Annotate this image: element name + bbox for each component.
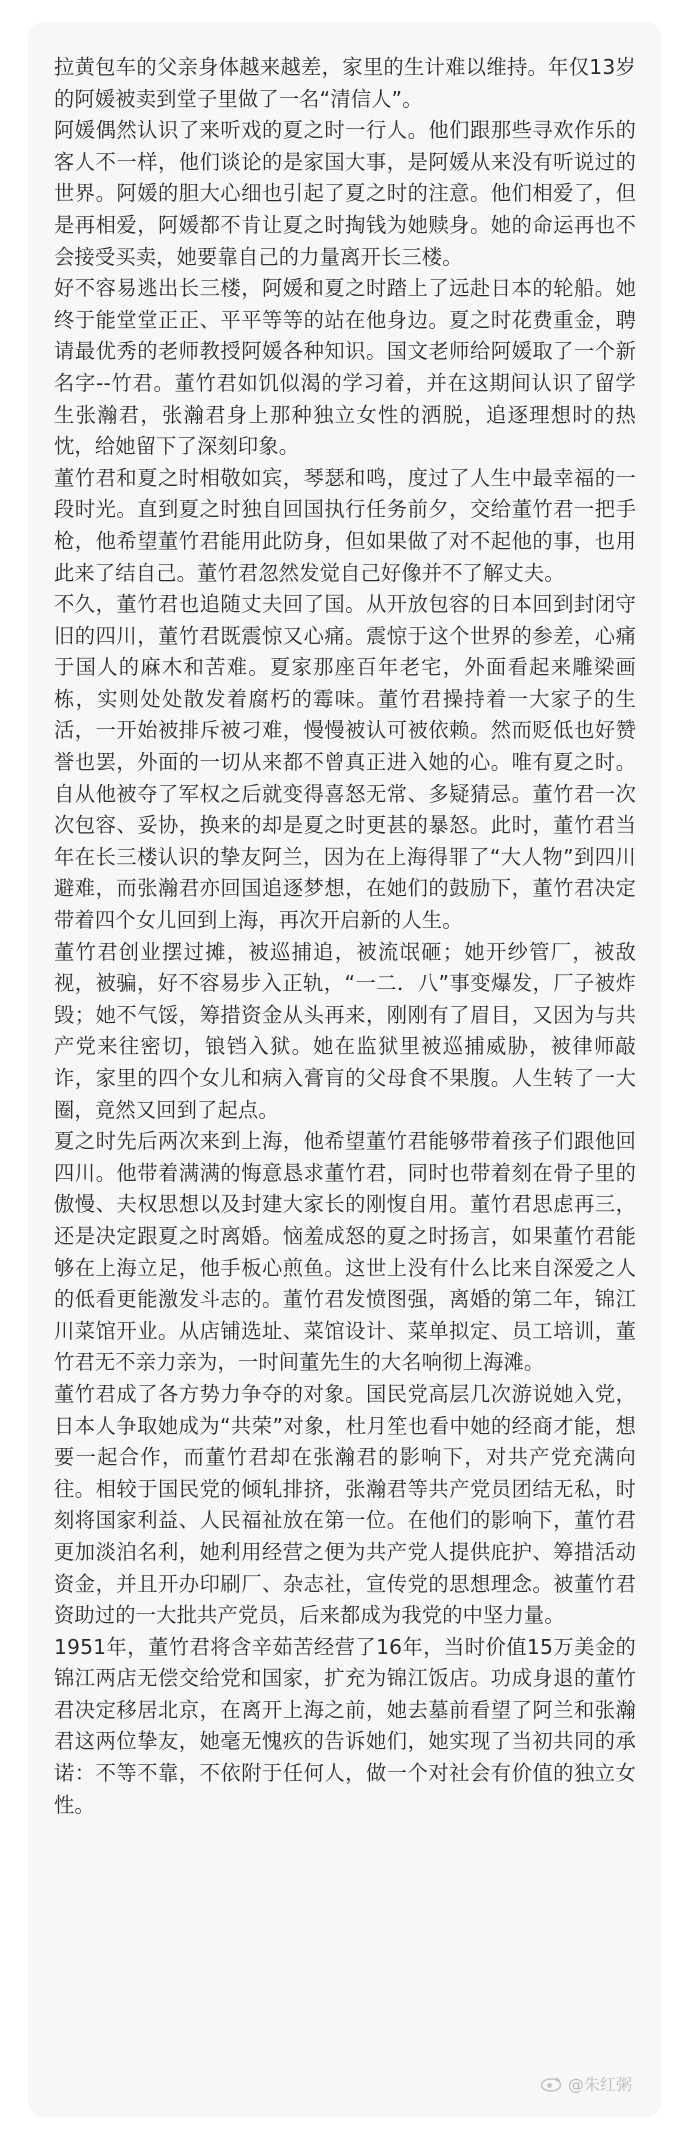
article-card	[28, 22, 662, 2117]
weibo-eye-icon	[540, 2076, 562, 2092]
paragraph-2: 阿媛偶然认识了来听戏的夏之时一行人。他们跟那些寻欢作乐的客人不一样，他们谈论的是家国大事，是阿媛从来没有听说过的世界。阿媛的胆大心细也引起了夏之时的注意。他们相爱了，但是再相爱，阿媛都不肯让夏之时掏钱为她赎身。她的命运再也不会接受买卖，她要靠自己的力量离开长三楼。	[54, 118, 636, 269]
paragraph-8: 董竹君成了各方势力争夺的对象。国民党高层几次游说她入党，日本人争取她成为“共荣”对象，杜月笙也看中她的经商才能，想要一起合作，而董竹君却在张瀚君的影响下，对共产党充满向往。相较于国民党的倾轧排挤，张瀚君等共产党员团结无私，时刻将国家利益、人民福祉放在第一位。在他们的影响下，董竹君更加淡泊名利，她利用经营之便为共产党人提供庇护、筹措活动资金，并且开办印刷厂、杂志社，宣传党的思想理念。被董竹君资助过的一大批共产党员，后来都成为我党的中坚力量。	[54, 1381, 636, 1628]
paragraph-4: 董竹君和夏之时相敬如宾，琴瑟和鸣，度过了人生中最幸福的一段时光。直到夏之时独自回国执行任务前夕，交给董竹君一把手枪，他希望董竹君能用此防身，但如果做了对不起他的事，也用此来了结自己。董竹君忽然发觉自己好像并不了解丈夫。	[54, 465, 636, 585]
watermark	[540, 2072, 632, 2095]
watermark-text: @朱红粥	[567, 2075, 632, 2094]
paragraph-9: 1951年，董竹君将含辛茹苦经营了16年，当时价值15万美金的锦江两店无偿交给党和国家，扩充为锦江饭店。功成身退的董竹君决定移居北京，在离开上海之前，她去墓前看望了阿兰和张瀚君这两位挚友，她毫无愧疚的告诉她们，她实现了当初共同的承诺：不等不靠，不依附于任何人，做一个对社会有价值的独立女性。	[54, 1634, 636, 1817]
paragraph-3: 好不容易逃出长三楼，阿媛和夏之时踏上了远赴日本的轮船。她终于能堂堂正正、平平等等的站在他身边。夏之时花费重金，聘请最优秀的老师教授阿媛各种知识。国文老师给阿媛取了一个新名字--竹君。董竹君如饥似渴的学习着，并在这期间认识了留学生张瀚君，张瀚君身上那种独立女性的洒脱，追逐理想时的热忱，给她留下了深刻印象。	[54, 276, 636, 459]
paragraph-5: 不久，董竹君也追随丈夫回了国。从开放包容的日本回到封闭守旧的四川，董竹君既震惊又心痛。震惊于这个世界的参差，心痛于国人的麻木和苦难。夏家那座百年老宅，外面看起来雕梁画栋，实则处处散发着腐朽的霉味。董竹君操持着一大家子的生活，一开始被排斥被刁难，慢慢被认可被依赖。然而贬低也好赞誉也罢，外面的一切从来都不曾真正进入她的心。唯有夏之时。自从他被夺了军权之后就变得喜怒无常、多疑猜忌。董竹君一次次包容、妥协，换来的却是夏之时更甚的暴怒。此时，董竹君当年在长三楼认识的挚友阿兰，因为在上海得罪了“大人物”到四川避难，而张瀚君亦回国追逐梦想，在她们的鼓励下，董竹君决定带着四个女儿回到上海，再次开启新的人生。	[54, 592, 636, 933]
paragraph-1: 拉黄包车的父亲身体越来越差，家里的生计难以维持。年仅13岁的阿媛被卖到堂子里做了一名“清信人”。	[54, 55, 636, 111]
paragraph-6: 董竹君创业摆过摊，被巡捕追，被流氓砸；她开纱管厂，被敌视，被骗，好不容易步入正轨，“一二．八”事变爆发，厂子被炸毁；她不气馁，筹措资金从头再来，刚刚有了眉目，又因为与共产党来往密切，锒铛入狱。她在监狱里被巡捕威胁，被律师敲诈，家里的四个女儿和病入膏肓的父母食不果腹。人生转了一大圈，竟然又回到了起点。	[54, 939, 636, 1122]
paragraph-7: 夏之时先后两次来到上海，他希望董竹君能够带着孩子们跟他回四川。他带着满满的悔意恳求董竹君，同时也带着刻在骨子里的傲慢、夫权思想以及封建大家长的刚愎自用。董竹君思虑再三，还是决定跟夏之时离婚。恼羞成怒的夏之时扬言，如果董竹君能够在上海立足，他手板心煎鱼。这世上没有什么比来自深爱之人的低看更能激发斗志的。董竹君发愤图强，离婚的第二年，锦江川菜馆开业。从店铺选址、菜馆设计、菜单拟定、员工培训，董竹君无不亲力亲为，一时间董先生的大名响彻上海滩。	[54, 1129, 636, 1375]
